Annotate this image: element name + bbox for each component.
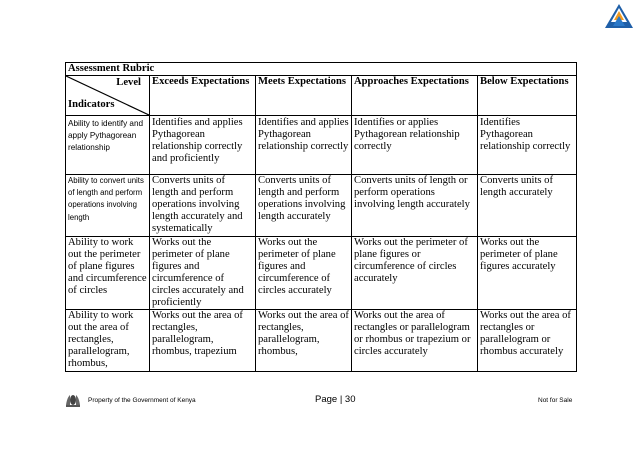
indicator-cell: Ability to identify and apply Pythagorean relationship [66,116,150,175]
table-row [66,237,577,310]
approaches-cell: Identifies or applies Pythagorean relationship correctly [352,116,478,175]
below-cell: Identifies Pythagorean relationship correctly [478,116,577,175]
indicators-label: Indicators [68,99,115,110]
exceeds-cell: Works out the perimeter of plane figures and circumference of circles accurately and proficiently [150,237,256,310]
meets-cell: Converts units of length and perform operations involving length accurately [256,175,352,237]
exceeds-cell: Identifies and applies Pythagorean relationship correctly and proficiently [150,116,256,175]
exceeds-cell: Converts units of length and perform operations involving length accurately and systematically [150,175,256,237]
indicator-cell: Ability to work out the perimeter of plane figures and circumference of circles [66,237,150,310]
table-row [66,310,577,372]
meets-cell: Identifies and applies Pythagorean relationship correctly [256,116,352,175]
approaches-cell: Works out the area of rectangles or parallelogram or rhombus or trapezium or circles accurately [352,310,478,372]
level-indicator-corner [66,76,150,116]
header-below: Below Expectations [478,76,577,116]
coat-of-arms-icon [64,392,82,408]
meets-cell: Works out the area of rectangles, parallelogram, rhombus, [256,310,352,372]
below-cell: Works out the area of rectangles or parallelogram or rhombus accurately [478,310,577,372]
level-label: Level [116,77,141,88]
below-cell: Converts units of length accurately [478,175,577,237]
meets-cell: Works out the perimeter of plane figures and circumference of circles accurately [256,237,352,310]
header-exceeds: Exceeds Expectations [150,76,256,116]
approaches-cell: Works out the perimeter of plane figures or circumference of circles accurately [352,237,478,310]
header-meets: Meets Expectations [256,76,352,116]
below-cell: Works out the perimeter of plane figures accurately [478,237,577,310]
assessment-rubric-table [65,62,577,372]
indicator-cell: Ability to convert units of length and perform operations involving length [66,175,150,237]
rubric-title-row [66,63,577,76]
table-row [66,175,577,237]
approaches-cell: Converts units of length or perform operations involving length accurately [352,175,478,237]
rubric-header-row [66,76,577,116]
footer-property: Property of the Government of Kenya [88,397,196,404]
page-number: Page | 30 [315,394,356,405]
footer-not-for-sale: Not for Sale [538,397,573,404]
table-row [66,116,577,175]
kicd-logo-icon [603,2,635,30]
indicator-cell: Ability to work out the area of rectangles, parallelogram, rhombus, [66,310,150,372]
rubric-title: Assessment Rubric [66,63,577,76]
exceeds-cell: Works out the area of rectangles, parallelogram, rhombus, trapezium [150,310,256,372]
header-approaches: Approaches Expectations [352,76,478,116]
